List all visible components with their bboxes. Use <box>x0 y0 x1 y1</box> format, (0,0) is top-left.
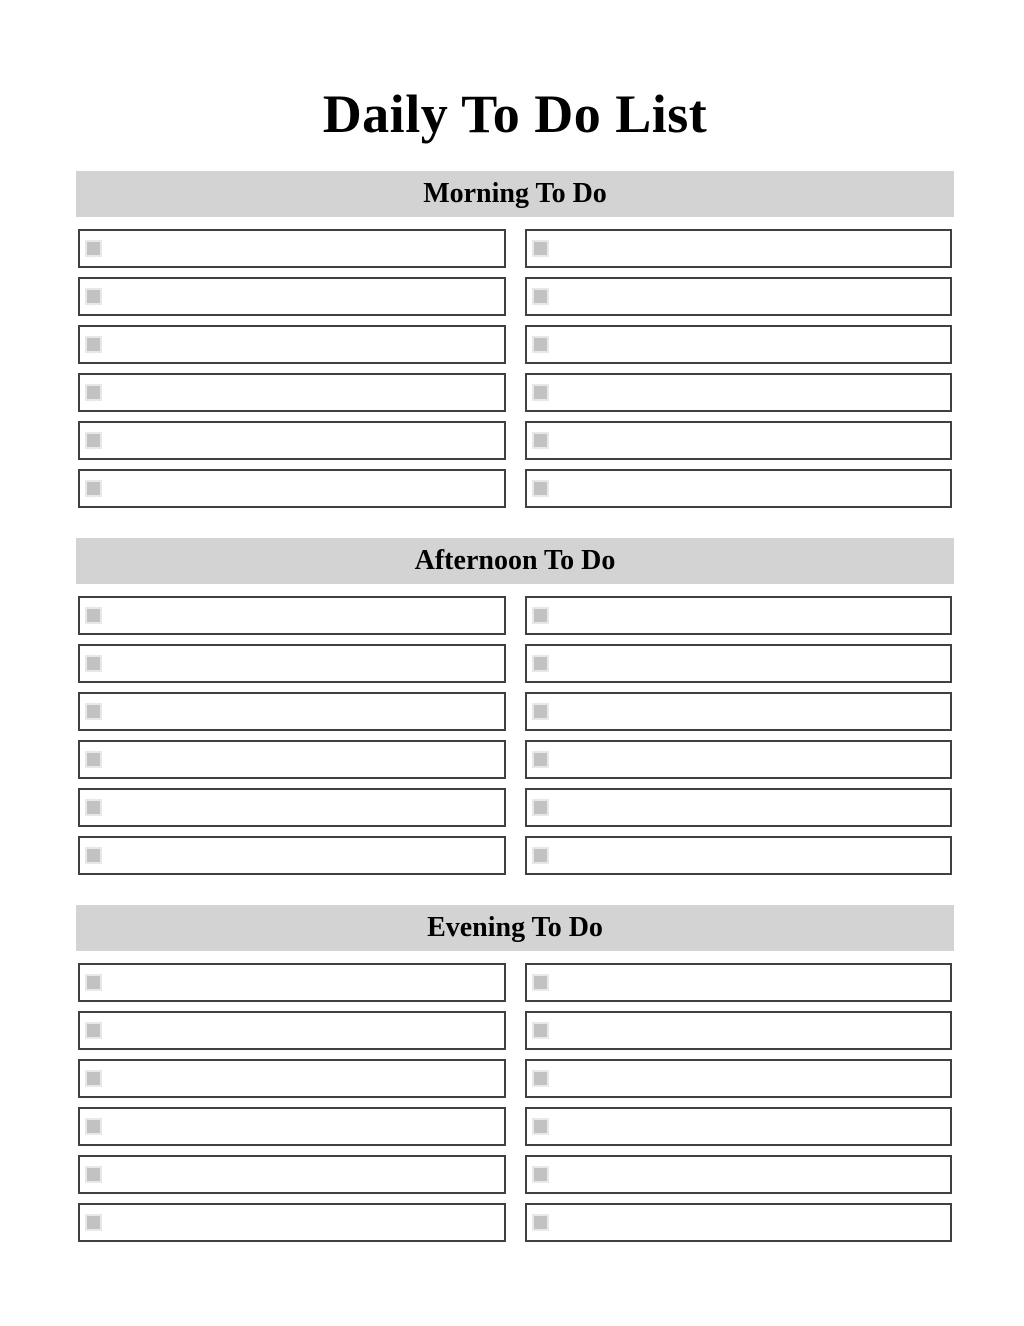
todo-item-field[interactable] <box>78 692 506 731</box>
checkbox-icon[interactable] <box>85 703 102 720</box>
todo-item-field[interactable] <box>525 1155 953 1194</box>
checkbox-icon[interactable] <box>532 607 549 624</box>
checkbox-icon[interactable] <box>532 1022 549 1039</box>
checkbox-icon[interactable] <box>85 336 102 353</box>
sections-container <box>76 171 954 1242</box>
todo-item-field[interactable] <box>78 1011 506 1050</box>
checkbox-icon[interactable] <box>85 655 102 672</box>
checkbox-icon[interactable] <box>532 384 549 401</box>
todo-item-field[interactable] <box>78 1107 506 1146</box>
checkbox-icon[interactable] <box>532 432 549 449</box>
checkbox-icon[interactable] <box>532 288 549 305</box>
section-rows <box>78 963 952 1242</box>
todo-item-field[interactable] <box>78 740 506 779</box>
todo-item-field[interactable] <box>78 325 506 364</box>
todo-item-field[interactable] <box>78 421 506 460</box>
checkbox-icon[interactable] <box>85 1022 102 1039</box>
checkbox-icon[interactable] <box>85 384 102 401</box>
todo-item-field[interactable] <box>525 596 953 635</box>
todo-item-field[interactable] <box>78 469 506 508</box>
todo-item-field[interactable] <box>78 1203 506 1242</box>
todo-section-evening <box>76 905 954 1242</box>
todo-section-afternoon <box>76 538 954 875</box>
section-header <box>76 171 954 217</box>
todo-item-field[interactable] <box>78 596 506 635</box>
checkbox-icon[interactable] <box>85 1214 102 1231</box>
checkbox-icon[interactable] <box>532 1214 549 1231</box>
checkbox-icon[interactable] <box>85 799 102 816</box>
todo-item-field[interactable] <box>525 788 953 827</box>
todo-item-field[interactable] <box>525 1011 953 1050</box>
todo-item-field[interactable] <box>78 788 506 827</box>
section-title: Evening To Do <box>427 912 603 944</box>
checkbox-icon[interactable] <box>532 799 549 816</box>
section-rows <box>78 596 952 875</box>
checkbox-icon[interactable] <box>85 1070 102 1087</box>
checkbox-icon[interactable] <box>532 1166 549 1183</box>
checkbox-icon[interactable] <box>85 480 102 497</box>
todo-item-field[interactable] <box>78 963 506 1002</box>
todo-item-field[interactable] <box>525 229 953 268</box>
section-header <box>76 905 954 951</box>
todo-item-field[interactable] <box>525 644 953 683</box>
checkbox-icon[interactable] <box>532 655 549 672</box>
checkbox-icon[interactable] <box>85 288 102 305</box>
page-title: Daily To Do List <box>322 84 708 144</box>
checkbox-icon[interactable] <box>85 432 102 449</box>
checkbox-icon[interactable] <box>532 974 549 991</box>
todo-item-field[interactable] <box>78 277 506 316</box>
daily-todo-page <box>76 0 954 1242</box>
todo-item-field[interactable] <box>525 325 953 364</box>
checkbox-icon[interactable] <box>532 751 549 768</box>
checkbox-icon[interactable] <box>85 751 102 768</box>
checkbox-icon[interactable] <box>85 240 102 257</box>
todo-item-field[interactable] <box>525 692 953 731</box>
checkbox-icon[interactable] <box>532 1070 549 1087</box>
section-title: Morning To Do <box>423 178 607 210</box>
section-rows <box>78 229 952 508</box>
todo-item-field[interactable] <box>78 373 506 412</box>
checkbox-icon[interactable] <box>85 974 102 991</box>
todo-item-field[interactable] <box>78 229 506 268</box>
todo-item-field[interactable] <box>525 469 953 508</box>
todo-section-morning <box>76 171 954 508</box>
checkbox-icon[interactable] <box>532 336 549 353</box>
checkbox-icon[interactable] <box>85 1118 102 1135</box>
todo-item-field[interactable] <box>525 1107 953 1146</box>
todo-item-field[interactable] <box>525 740 953 779</box>
todo-item-field[interactable] <box>78 1059 506 1098</box>
checkbox-icon[interactable] <box>85 1166 102 1183</box>
checkbox-icon[interactable] <box>532 480 549 497</box>
checkbox-icon[interactable] <box>85 607 102 624</box>
checkbox-icon[interactable] <box>532 1118 549 1135</box>
todo-item-field[interactable] <box>78 836 506 875</box>
todo-item-field[interactable] <box>525 1059 953 1098</box>
todo-item-field[interactable] <box>525 836 953 875</box>
todo-item-field[interactable] <box>525 373 953 412</box>
checkbox-icon[interactable] <box>85 847 102 864</box>
checkbox-icon[interactable] <box>532 240 549 257</box>
section-header <box>76 538 954 584</box>
todo-item-field[interactable] <box>525 1203 953 1242</box>
todo-item-field[interactable] <box>78 644 506 683</box>
checkbox-icon[interactable] <box>532 847 549 864</box>
section-title: Afternoon To Do <box>414 545 616 577</box>
checkbox-icon[interactable] <box>532 703 549 720</box>
todo-item-field[interactable] <box>525 421 953 460</box>
todo-item-field[interactable] <box>525 963 953 1002</box>
todo-item-field[interactable] <box>78 1155 506 1194</box>
todo-item-field[interactable] <box>525 277 953 316</box>
